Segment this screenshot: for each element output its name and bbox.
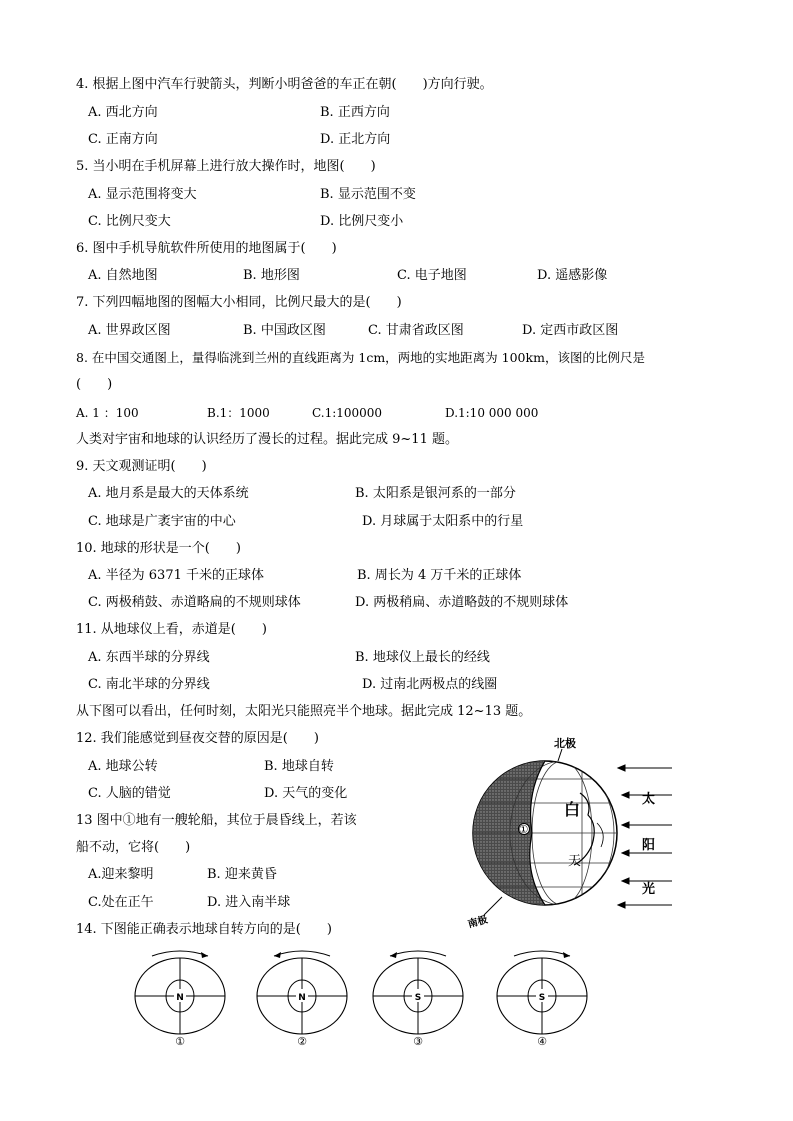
q4-option-c: C. 正南方向	[88, 132, 158, 147]
day-char-2: 天	[568, 854, 582, 869]
q11-option-c: C. 南北半球的分界线	[88, 677, 210, 692]
question-9-stem: 9. 天文观测证明( )	[76, 459, 207, 474]
north-pole-label: 北极	[554, 737, 576, 750]
q10-option-b: B. 周长为 4 万千米的正球体	[357, 568, 522, 583]
question-8-blank: ( )	[76, 377, 113, 392]
q11-option-b: B. 地球仪上最长的经线	[355, 650, 490, 665]
q9-option-c: C. 地球是广袤宇宙的中心	[88, 514, 236, 529]
q7-option-d: D. 定西市政区图	[522, 323, 619, 338]
figure-label: ③	[413, 1035, 423, 1046]
rotation-figure-4	[492, 948, 592, 1046]
pole-letter: N	[298, 993, 306, 1003]
day-char-1: 白	[564, 800, 581, 819]
q6-option-d: D. 遥感影像	[537, 268, 608, 283]
q6-option-b: B. 地形图	[243, 268, 300, 283]
globe-day-night-figure	[462, 733, 680, 933]
q4-option-b: B. 正西方向	[320, 105, 390, 120]
q12-option-b: B. 地球自转	[264, 759, 334, 774]
rotation-arrow-head	[201, 952, 208, 958]
q7-option-a: A. 世界政区图	[88, 323, 171, 338]
figure-label: ④	[537, 1035, 547, 1046]
q13-option-d: D. 进入南半球	[207, 895, 291, 910]
question-13-stem-cont: 船不动，它将( )	[76, 840, 191, 855]
pole-letter: S	[414, 993, 422, 1003]
q12-option-a: A. 地球公转	[88, 759, 158, 774]
rotation-arrow-head	[274, 952, 281, 958]
question-6-stem: 6. 图中手机导航软件所使用的地图属于( )	[76, 241, 337, 256]
south-pole-label: 南极	[466, 914, 489, 931]
figure-label: ②	[297, 1035, 307, 1046]
q10-option-d: D. 两极稍扁、赤道略鼓的不规则球体	[355, 595, 569, 610]
rotation-figure-2	[252, 948, 352, 1046]
question-14-stem: 14. 下图能正确表示地球自转方向的是( )	[76, 922, 332, 937]
figure-label: ①	[175, 1035, 185, 1046]
q5-option-c: C. 比例尺变大	[88, 214, 171, 229]
question-11-stem: 11. 从地球仪上看，赤道是( )	[76, 622, 267, 637]
sun-char-2: 阳	[642, 838, 656, 853]
rotation-figures	[130, 948, 600, 1048]
question-12-stem: 12. 我们能感觉到昼夜交替的原因是( )	[76, 731, 319, 746]
q9-option-d: D. 月球属于太阳系中的行星	[362, 514, 524, 529]
sun-char-3: 光	[642, 882, 656, 897]
pole-letter: S	[538, 993, 546, 1003]
question-4-stem: 4. 根据上图中汽车行驶箭头，判断小明爸爸的车正在朝( )方向行驶。	[76, 77, 493, 92]
question-8-stem: 8. 在中国交通图上，量得临洮到兰州的直线距离为 1cm，两地的实地距离为 100km，该图的比例尺是	[76, 350, 645, 365]
question-13-stem: 13 图中①地有一艘轮船，其位于晨昏线上，若该	[76, 813, 357, 828]
point-1-label: ①	[518, 823, 529, 836]
q8-option-d: D.1:10 000 000	[445, 406, 539, 420]
q7-option-c: C. 甘肃省政区图	[368, 323, 464, 338]
intro-12-13: 从下图可以看出，任何时刻，太阳光只能照亮半个地球。据此完成 12~13 题。	[76, 704, 532, 719]
q13-option-a: A.迎来黎明	[88, 867, 154, 882]
q7-option-b: B. 中国政区图	[243, 323, 326, 338]
rotation-figure-1	[130, 948, 230, 1046]
sun-char-1: 太	[642, 792, 656, 807]
q6-option-c: C. 电子地图	[397, 268, 467, 283]
q9-option-b: B. 太阳系是银河系的一部分	[355, 486, 516, 501]
q8-option-c: C.1:100000	[312, 406, 383, 420]
question-5-stem: 5. 当小明在手机屏幕上进行放大操作时，地图( )	[76, 159, 376, 174]
rotation-figure-3	[368, 948, 468, 1046]
pole-letter: N	[176, 993, 184, 1003]
intro-9-11: 人类对宇宙和地球的认识经历了漫长的过程。据此完成 9~11 题。	[76, 432, 458, 447]
q11-option-d: D. 过南北两极点的线圈	[362, 677, 498, 692]
question-10-stem: 10. 地球的形状是一个( )	[76, 541, 241, 556]
q10-option-c: C. 两极稍鼓、赤道略扁的不规则球体	[88, 595, 301, 610]
q4-option-a: A. 西北方向	[88, 105, 158, 120]
q13-option-b: B. 迎来黄昏	[207, 867, 277, 882]
q11-option-a: A. 东西半球的分界线	[88, 650, 210, 665]
q6-option-a: A. 自然地图	[88, 268, 158, 283]
q9-option-a: A. 地月系是最大的天体系统	[88, 486, 249, 501]
rotation-arrow-head	[563, 952, 570, 958]
question-7-stem: 7. 下列四幅地图的图幅大小相同，比例尺最大的是( )	[76, 295, 402, 310]
q12-option-d: D. 天气的变化	[264, 786, 348, 801]
q13-option-c: C.处在正午	[88, 895, 154, 910]
q8-option-b: B.1：1000	[207, 406, 270, 420]
q4-option-d: D. 正北方向	[320, 132, 391, 147]
q8-option-a: A. 1 ：100	[76, 406, 139, 420]
q5-option-d: D. 比例尺变小	[320, 214, 404, 229]
rotation-arrow-head	[390, 952, 397, 958]
q10-option-a: A. 半径为 6371 千米的正球体	[88, 568, 265, 583]
q5-option-a: A. 显示范围将变大	[88, 187, 197, 202]
q5-option-b: B. 显示范围不变	[320, 187, 416, 202]
q12-option-c: C. 人脑的错觉	[88, 786, 171, 801]
